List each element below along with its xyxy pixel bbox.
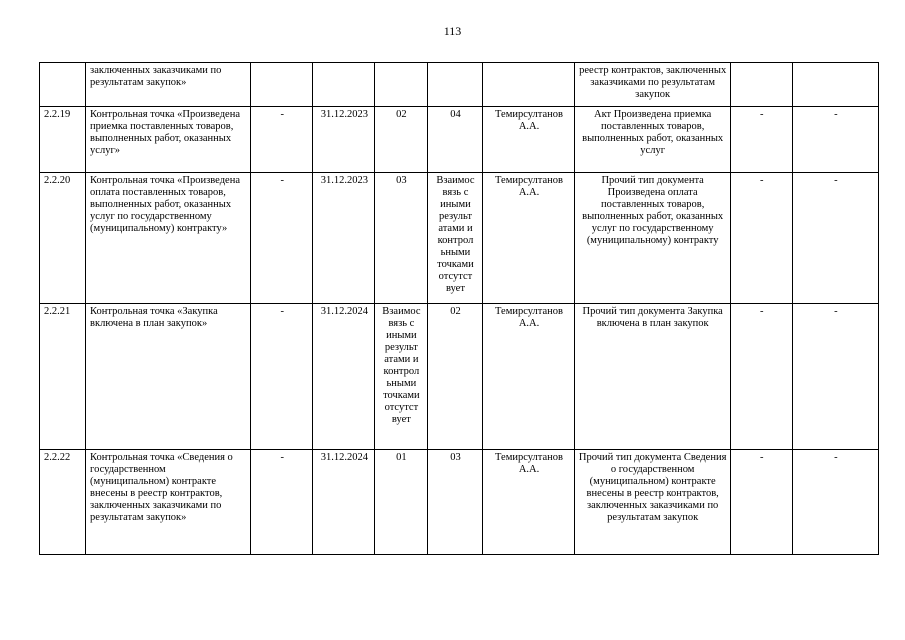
plan-table xyxy=(39,62,879,555)
row-number: 2.2.21 xyxy=(40,304,86,450)
cell-c3: - xyxy=(251,173,313,304)
control-point-name: Контрольная точка «Произведена оплата поставленных товаров, выполненных работ, оказанных услуг по государственному (муниципальному) контракту» xyxy=(86,173,251,304)
control-point-name: Контрольная точка «Произведена приемка поставленных товаров, выполненных работ, оказанных услуг» xyxy=(86,107,251,173)
control-point-name: Контрольная точка «Сведения о государственном (муниципальном) контракте внесены в реестр контрактов, заключенных заказчиками по результатам закупок» xyxy=(86,450,251,555)
due-date: 31.12.2023 xyxy=(313,107,375,173)
due-date: 31.12.2024 xyxy=(313,304,375,450)
cell-c5: Взаимос вязь с иными результ атами и контрол ьными точками отсутст вует xyxy=(375,304,428,450)
cell-c9: - xyxy=(730,304,792,450)
cell-c10 xyxy=(792,63,878,107)
document-type: Акт Произведена приемка поставленных товаров, выполненных работ, оказанных услуг xyxy=(574,107,730,173)
cell-c6: 03 xyxy=(428,450,483,555)
cell-c3: - xyxy=(251,107,313,173)
cell-c9 xyxy=(730,63,792,107)
cell-c5: 02 xyxy=(375,107,428,173)
row-number: 2.2.19 xyxy=(40,107,86,173)
table-row xyxy=(40,450,879,555)
document-type: Прочий тип документа Произведена оплата поставленных товаров, выполненных работ, оказанных услуг по государственному (муниципальному) контракту xyxy=(574,173,730,304)
cell-c10: - xyxy=(792,450,878,555)
table-row xyxy=(40,107,879,173)
responsible: Темирсултанов А.А. xyxy=(483,173,574,304)
row-number: 2.2.20 xyxy=(40,173,86,304)
cell-c3: - xyxy=(251,304,313,450)
table-row xyxy=(40,304,879,450)
due-date: 31.12.2024 xyxy=(313,450,375,555)
document-type: Прочий тип документа Сведения о государственном (муниципальном) контракте внесены в реестр контрактов, заключенных заказчиками по результатам закупок xyxy=(574,450,730,555)
cell-c3: - xyxy=(251,450,313,555)
cell-c5: 01 xyxy=(375,450,428,555)
row-number: 2.2.22 xyxy=(40,450,86,555)
page-number: 113 xyxy=(443,24,462,38)
cell-c10: - xyxy=(792,173,878,304)
table-row xyxy=(40,63,879,107)
cell-c9: - xyxy=(730,173,792,304)
responsible: Темирсултанов А.А. xyxy=(483,304,574,450)
due-date xyxy=(313,63,375,107)
cell-c9: - xyxy=(730,450,792,555)
cell-c6: 04 xyxy=(428,107,483,173)
responsible: Темирсултанов А.А. xyxy=(483,450,574,555)
document-type: реестр контрактов, заключенных заказчиками по результатам закупок xyxy=(574,63,730,107)
document-type: Прочий тип документа Закупка включена в план закупок xyxy=(574,304,730,450)
cell-c6: 02 xyxy=(428,304,483,450)
cell-c9: - xyxy=(730,107,792,173)
table-row xyxy=(40,173,879,304)
responsible xyxy=(483,63,574,107)
control-point-name: Контрольная точка «Закупка включена в план закупок» xyxy=(86,304,251,450)
cell-c10: - xyxy=(792,107,878,173)
cell-c5: 03 xyxy=(375,173,428,304)
cell-c5 xyxy=(375,63,428,107)
cell-c3 xyxy=(251,63,313,107)
due-date: 31.12.2023 xyxy=(313,173,375,304)
cell-c6 xyxy=(428,63,483,107)
responsible: Темирсултанов А.А. xyxy=(483,107,574,173)
row-number xyxy=(40,63,86,107)
cell-c6: Взаимос вязь с иными результ атами и контрол ьными точками отсутст вует xyxy=(428,173,483,304)
control-point-name: заключенных заказчиками по результатам закупок» xyxy=(86,63,251,107)
cell-c10: - xyxy=(792,304,878,450)
